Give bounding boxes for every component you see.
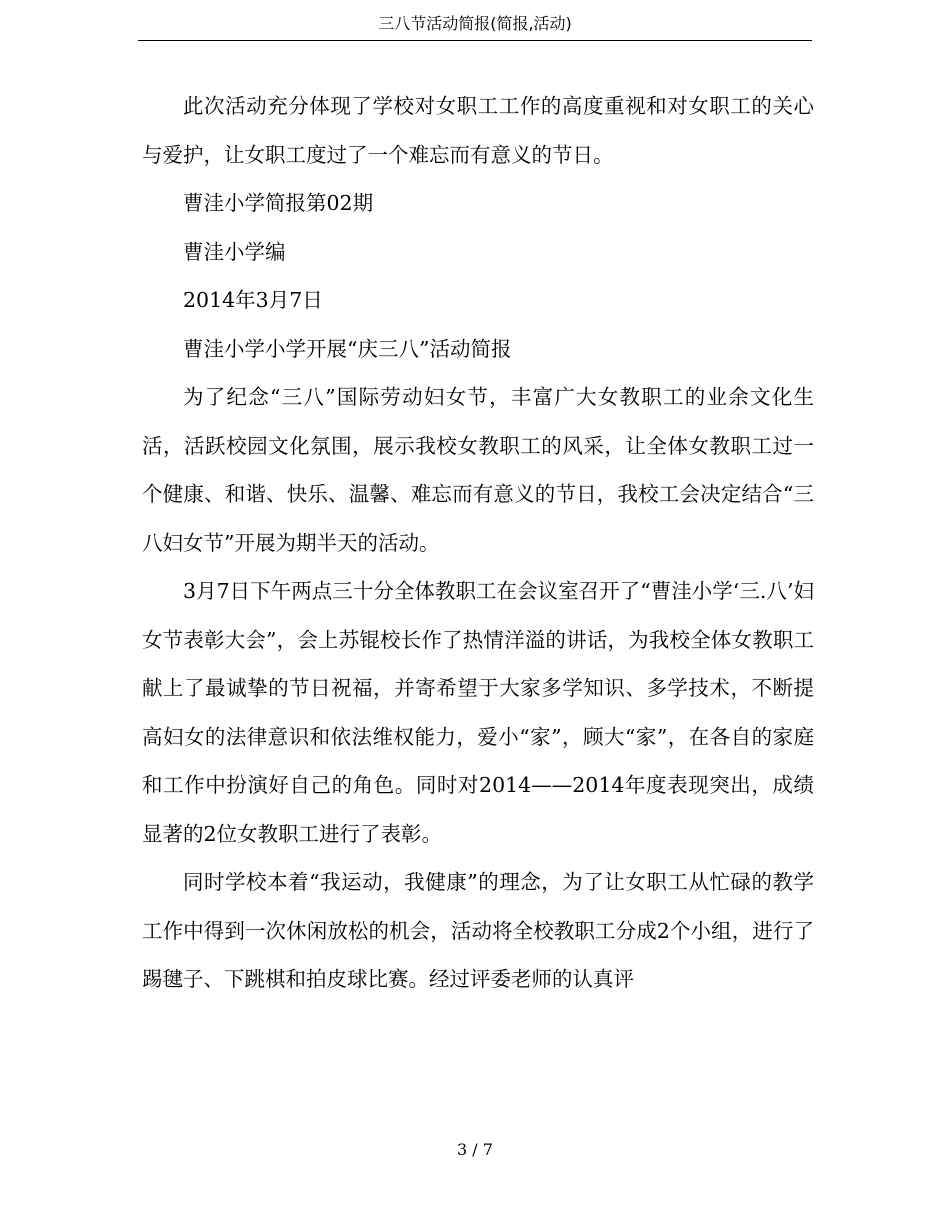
page-header xyxy=(138,10,812,41)
bulletin-issue: 曹洼小学简报第02期 xyxy=(183,191,374,215)
bulletin-headline: 曹洼小学小学开展“庆三八”活动简报 xyxy=(183,336,512,361)
bulletin-editor: 曹洼小学编 xyxy=(183,239,286,264)
page-footer xyxy=(0,1140,950,1159)
paragraph-ceremony: 3月7日下午两点三十分全体教职工在会议室召开了“曹洼小学‘三.八’妇女节表彰大会”，会上苏锟校长作了热情洋溢的讲话，为我校全体女教职工献上了最诚挚的节日祝福，并寄希望于大家多学知识、多学技术，不断提高妇女的法律意识和依法维权能力，爱小“家”，顾大“家”，在各自的家庭和工作中扮演好自己的角色。同时对2014——2014年度表现突出，成绩显著的2位女教职工进行了表彰。 xyxy=(142,579,814,846)
document-body xyxy=(142,82,814,1004)
paragraph-sports: 同时学校本着“我运动，我健康”的理念，为了让女职工从忙碌的教学工作中得到一次休闲放松的机会，活动将全校教职工分成2个小组，进行了踢毽子、下跳棋和拍皮球比赛。经过评委老师的认真评 xyxy=(142,870,814,991)
paragraph-conclusion: 此次活动充分体现了学校对女职工工作的高度重视和对女职工的关心与爱护，让女职工度过了一个难忘而有意义的节日。 xyxy=(142,94,814,167)
page-number: 3 / 7 xyxy=(457,1140,493,1159)
document-title: 三八节活动简报(简报,活动) xyxy=(378,14,572,33)
paragraph-purpose: 为了纪念“三八”国际劳动妇女节，丰富广大女教职工的业余文化生活，活跃校园文化氛围，展示我校女教职工的风采，让全体女教职工过一个健康、和谐、快乐、温馨、难忘而有意义的节日，我校工会决定结合“三八妇女节”开展为期半天的活动。 xyxy=(142,385,814,555)
bulletin-date: 2014年3月7日 xyxy=(183,288,323,312)
